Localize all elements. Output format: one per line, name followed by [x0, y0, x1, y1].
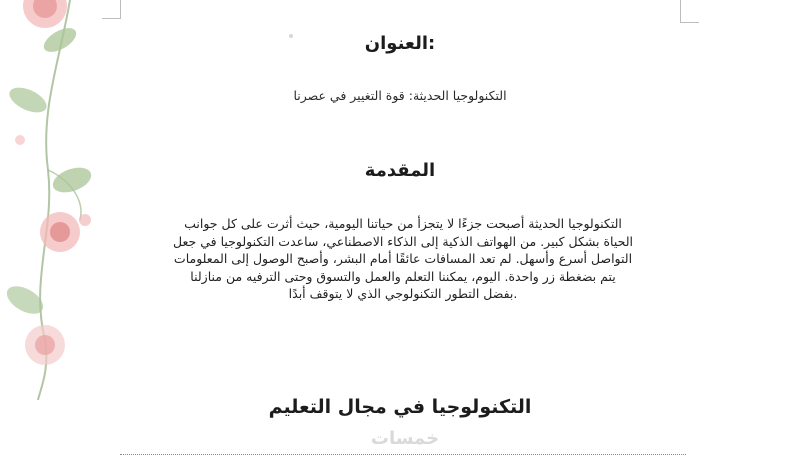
intro-line: يتم بضغطة زر واحدة. اليوم، يمكننا التعلم والعمل والتسوق وحتى الترفيه من منازلنا	[190, 268, 616, 284]
page-corner-mark-right	[680, 0, 699, 23]
intro-line: التكنولوجيا الحديثة أصبحت جزءًا لا يتجزأ من حياتنا اليومية، حيث أثرت على كل جوانب	[184, 216, 622, 231]
intro-heading: المقدمة	[364, 160, 436, 181]
intro-line: .بفضل التطور التكنولوجي الذي لا يتوقف أبدًا	[288, 286, 518, 301]
document-subtitle: التكنولوجيا الحديثة: قوة التغيير في عصرنا	[293, 88, 507, 103]
floral-border-decoration	[0, 0, 120, 400]
title-heading: :العنوان	[364, 33, 436, 54]
intro-line: التواصل أسرع وأسهل. لم تعد المسافات عائقًا أمام البشر، وأصبح الوصول إلى المعلومات	[173, 251, 633, 266]
page-corner-mark-left	[102, 0, 121, 19]
intro-paragraph	[120, 215, 686, 303]
intro-line: الحياة بشكل كبير. من الهواتف الذكية إلى الذكاء الاصطناعي، ساعدت التكنولوجيا في جعل	[173, 233, 633, 249]
cut-off-text-line	[120, 448, 686, 460]
education-heading: التكنولوجيا في مجال التعليم	[268, 396, 532, 418]
watermark: خمسات	[370, 428, 440, 449]
